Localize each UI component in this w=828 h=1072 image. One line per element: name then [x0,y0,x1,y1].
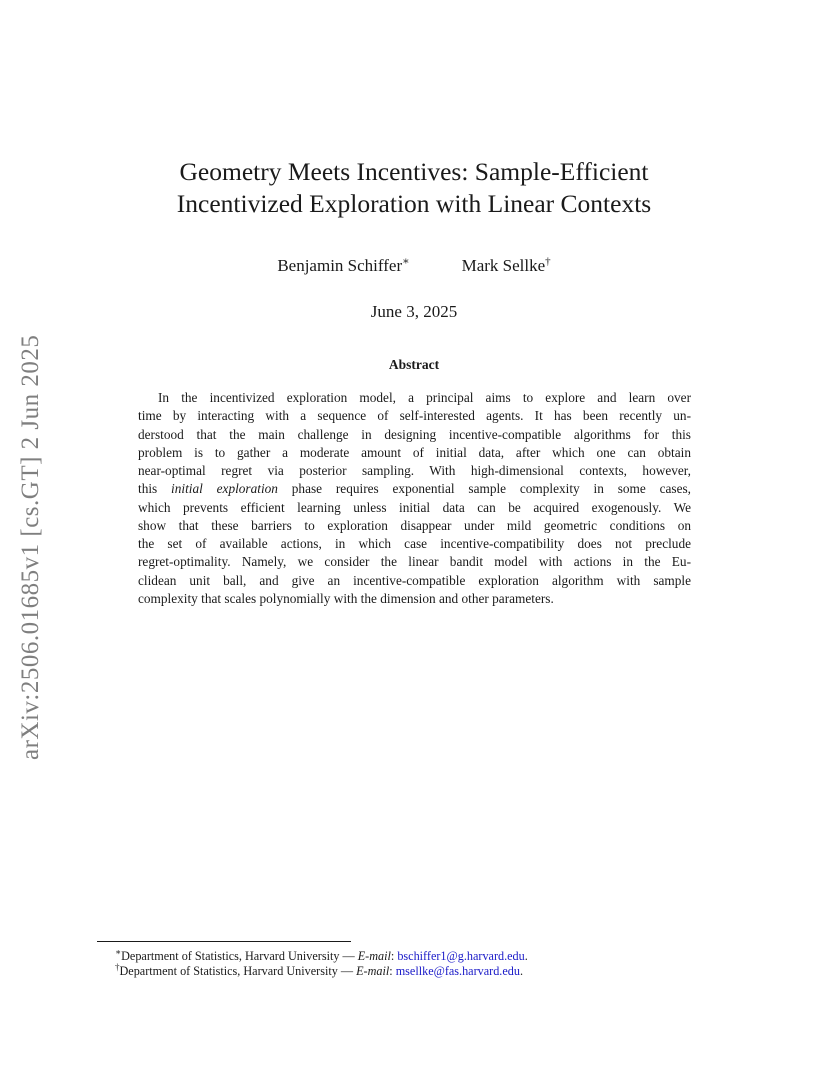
abstract-line: regret-optimality. Namely, we consider the linear bandit model with actions in the Eu- [138,554,691,570]
footnote-1-end: . [524,949,528,964]
author-1-name: Benjamin Schiffer [277,255,403,275]
footnote-2-email-link[interactable]: msellke@fas.harvard.edu [395,964,520,979]
footnote-1-mark: ∗ [115,947,122,957]
paper-title [0,156,828,220]
footnote-2-separator: : [389,964,396,979]
author-2 [462,256,551,275]
footnote-1-separator: : [390,949,398,964]
author-2-name: Mark Sellke [461,255,546,275]
abstract-line: show that these barriers to exploration disappear under mild geometric conditions on [138,517,691,533]
footnote-2-text: Department of Statistics, Harvard University — [119,964,357,979]
abstract-line: complexity that scales polynomially with the dimension and other parameters. [138,590,554,606]
author-1 [277,256,409,275]
abstract-emphasis: initial exploration [171,481,278,497]
footnote-2 [115,962,523,979]
footnote-2-mark: † [115,962,120,972]
author-list [0,254,828,276]
abstract-line-emphasis [138,480,691,498]
abstract-line: the set of available actions, in which case incentive-compatibility does not preclude [138,536,691,551]
publication-date: June 3, 2025 [370,302,458,321]
footnote-1-text: Department of Statistics, Harvard University — [121,949,358,964]
title-line-1: Geometry Meets Incentives: Sample-Efficient [179,157,649,186]
abstract-line: derstood that the main challenge in designing incentive-compatible algorithms for this [138,426,691,442]
footnote-divider [97,941,351,942]
abstract-line: time by interacting with a sequence of self-interested agents. It has been recently un- [138,408,691,424]
footnote-2-end: . [519,964,523,979]
abstract-text: phase requires exponential sample complexity in some cases, [277,481,691,497]
author-2-footnote-mark: † [545,255,551,267]
arxiv-identifier-stamp: arXiv:2506.01685v1 [cs.GT] 2 Jun 2025 [17,334,44,760]
abstract-line: problem is to gather a moderate amount of initial data, after which one can obtain [138,444,691,460]
abstract-line: clidean unit ball, and give an incentive-compatible exploration algorithm with sample [138,572,691,588]
title-line-2: Incentivized Exploration with Linear Contexts [176,189,652,218]
footnote-1-email-label: E-mail [357,949,391,964]
author-1-footnote-mark: ∗ [402,255,410,267]
abstract-heading: Abstract [388,357,440,372]
abstract-text: this [138,481,172,497]
footnote-1-email-link[interactable]: bschiffer1@g.harvard.edu [397,949,525,964]
abstract-body [138,389,691,608]
abstract-line: In the incentivized exploration model, a principal aims to explore and learn over [158,390,691,405]
footnote-2-email-label: E-mail [356,964,390,979]
abstract-line: which prevents efficient learning unless initial data can be acquired exogenously. We [138,499,691,515]
abstract-line: near-optimal regret via posterior sampling. With high-dimensional contexts, however, [138,463,691,478]
